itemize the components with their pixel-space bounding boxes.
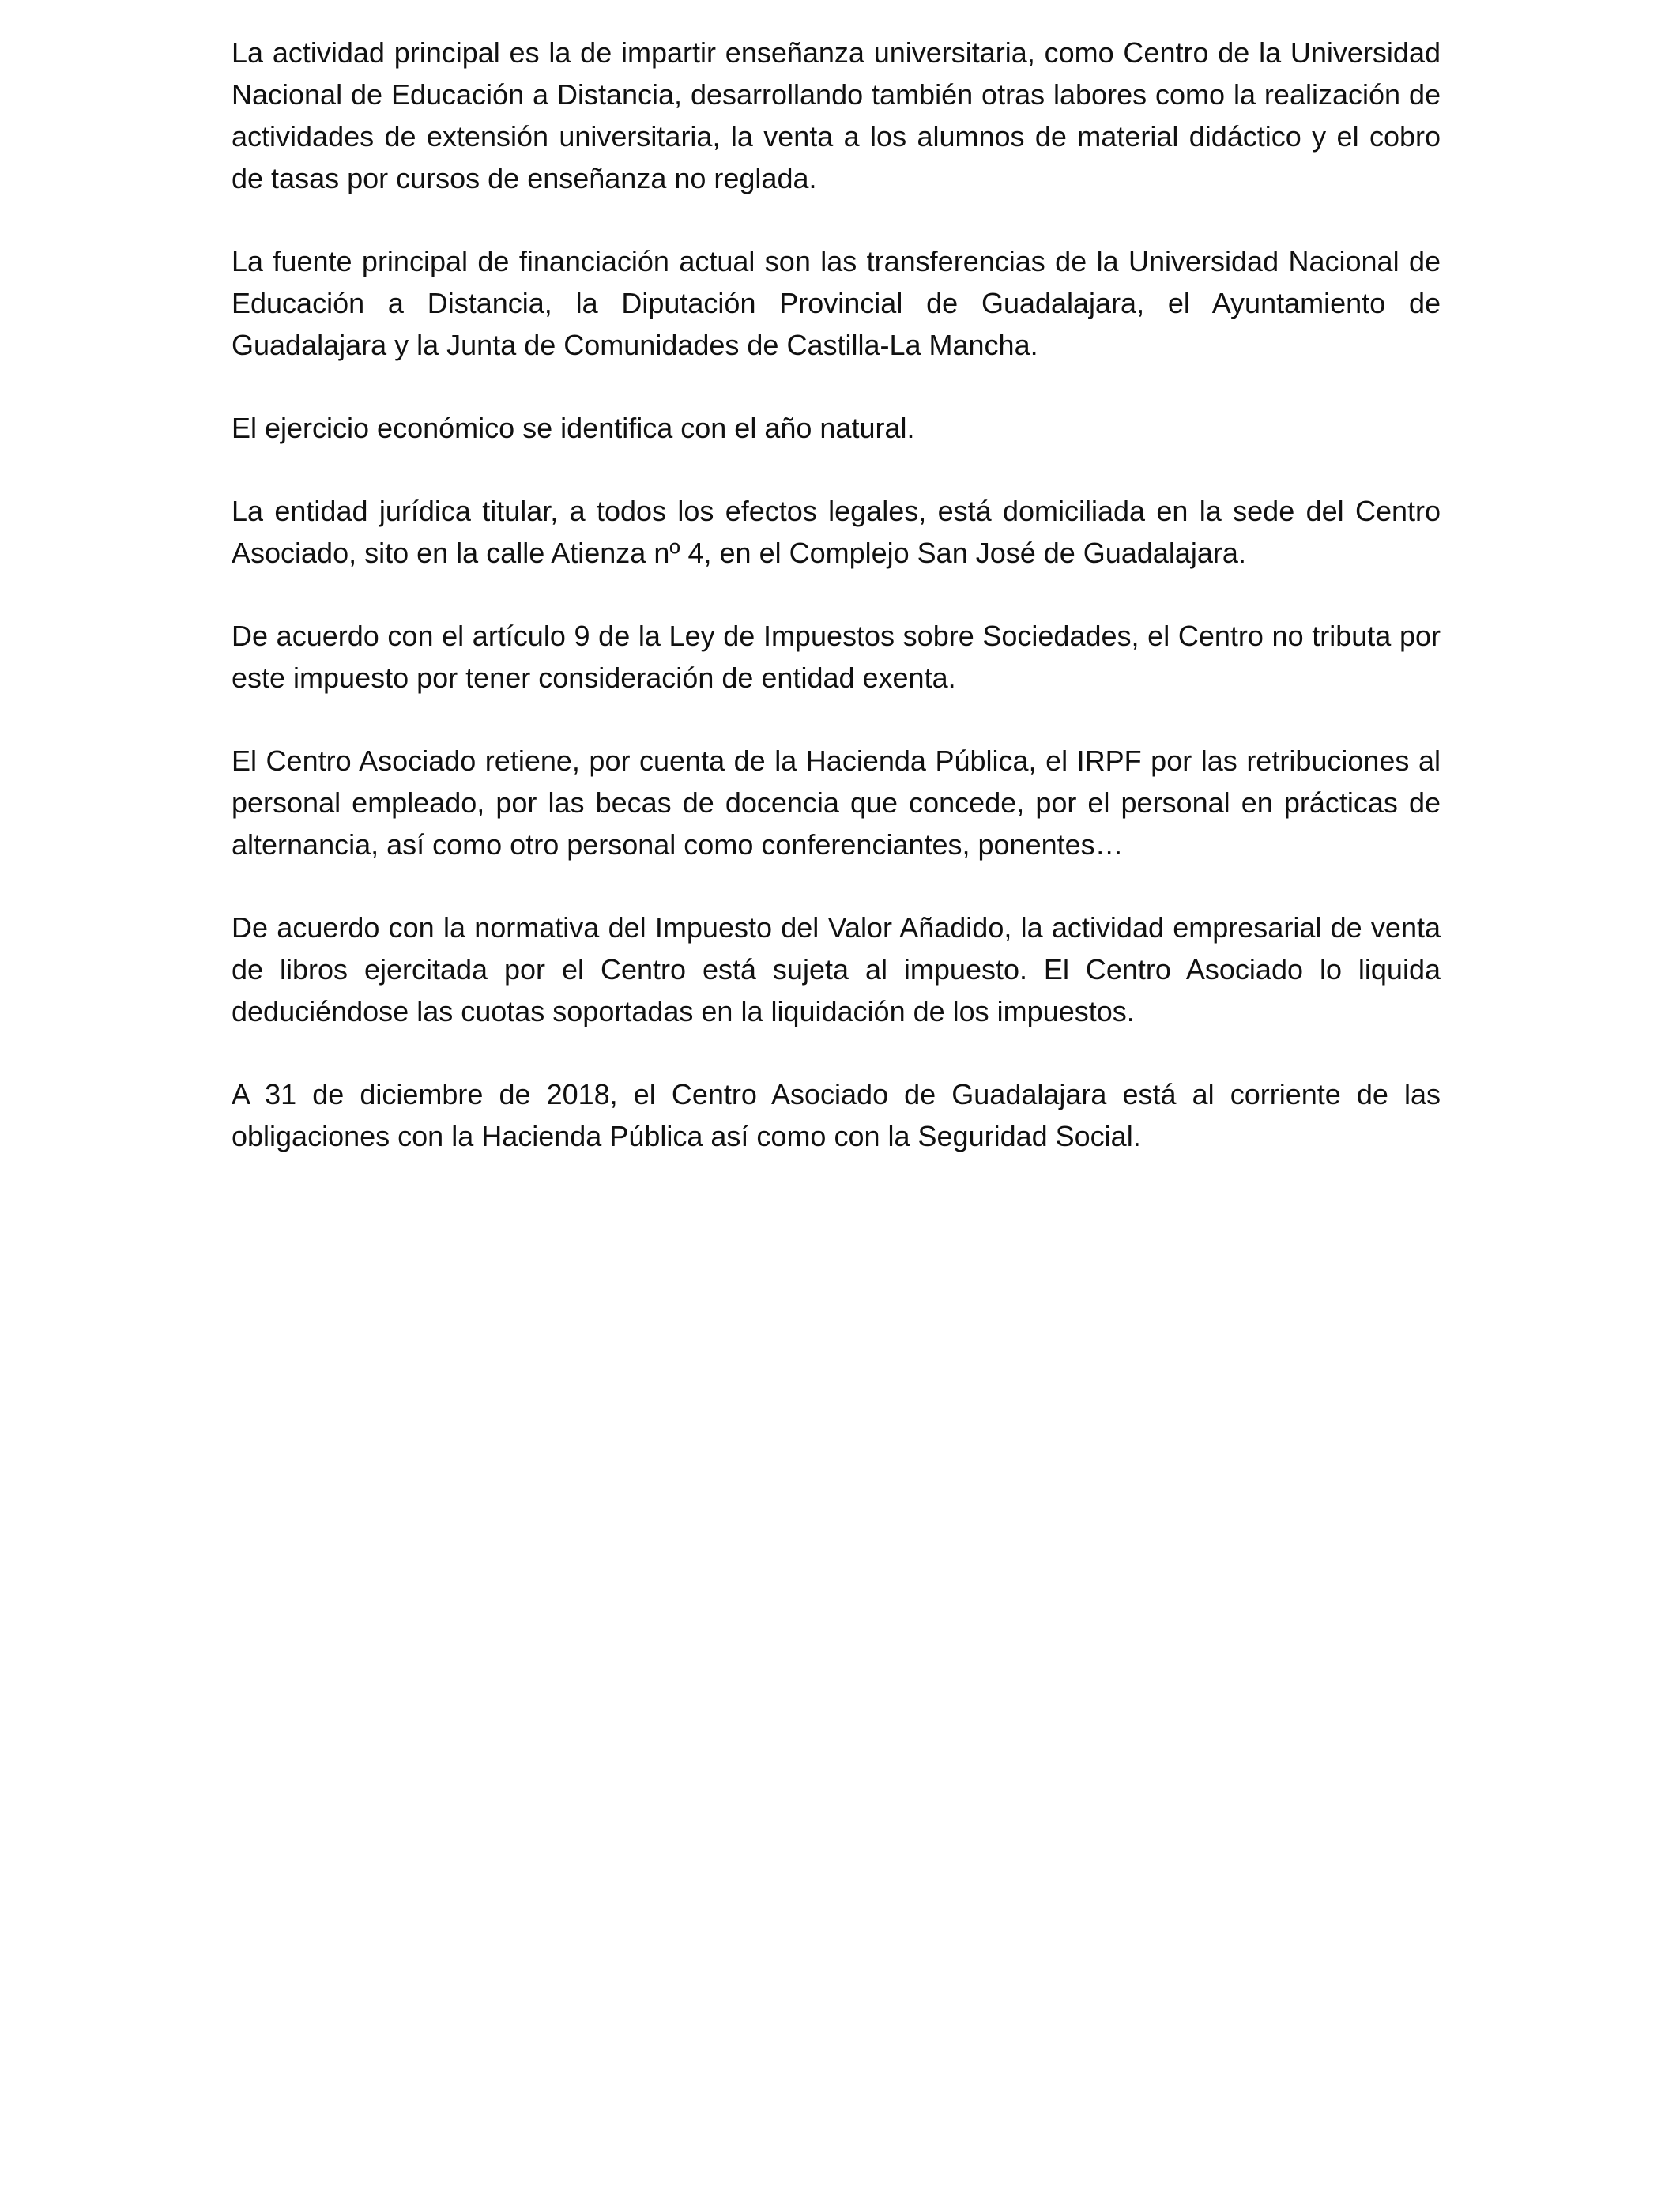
paragraph-fiscal-year: El ejercicio económico se identifica con el año natural.	[232, 412, 915, 444]
paragraph-main-activity: La actividad principal es la de impartir enseñanza universitaria, como Centro de la Universidad Nacional de Educación a Distancia, desarrollando también otras labores como la realización de actividades de extensión universitaria, la venta a los alumnos de material didáctico y el cobro de tasas por cursos de enseñanza no reglada.	[232, 36, 1441, 194]
paragraph-compliance: A 31 de diciembre de 2018, el Centro Asociado de Guadalajara está al corriente de las obligaciones con la Hacienda Pública así como con la Seguridad Social.	[232, 1078, 1441, 1152]
paragraph-irpf-withholding: El Centro Asociado retiene, por cuenta de la Hacienda Pública, el IRPF por las retribuciones al personal empleado, por las becas de docencia que concede, por el personal en prácticas de alternancia, así como otro personal como conferenciantes, ponentes…	[232, 745, 1441, 861]
paragraph-vat: De acuerdo con la normativa del Impuesto del Valor Añadido, la actividad empresarial de venta de libros ejercitada por el Centro está sujeta al impuesto. El Centro Asociado lo liquida deduciéndose las cuotas soportadas en la liquidación de los impuestos.	[232, 911, 1441, 1027]
paragraph-corporate-tax: De acuerdo con el artículo 9 de la Ley de Impuestos sobre Sociedades, el Centro no tributa por este impuesto por tener consideración de entidad exenta.	[232, 620, 1441, 694]
document-body	[232, 32, 1441, 1198]
paragraph-financing: La fuente principal de financiación actual son las transferencias de la Universidad Nacional de Educación a Distancia, la Diputación Provincial de Guadalajara, el Ayuntamiento de Guadalajara y la Junta de Comunidades de Castilla-La Mancha.	[232, 245, 1441, 361]
paragraph-legal-address: La entidad jurídica titular, a todos los efectos legales, está domiciliada en la sede del Centro Asociado, sito en la calle Atienza nº 4, en el Complejo San José de Guadalajara.	[232, 495, 1441, 569]
